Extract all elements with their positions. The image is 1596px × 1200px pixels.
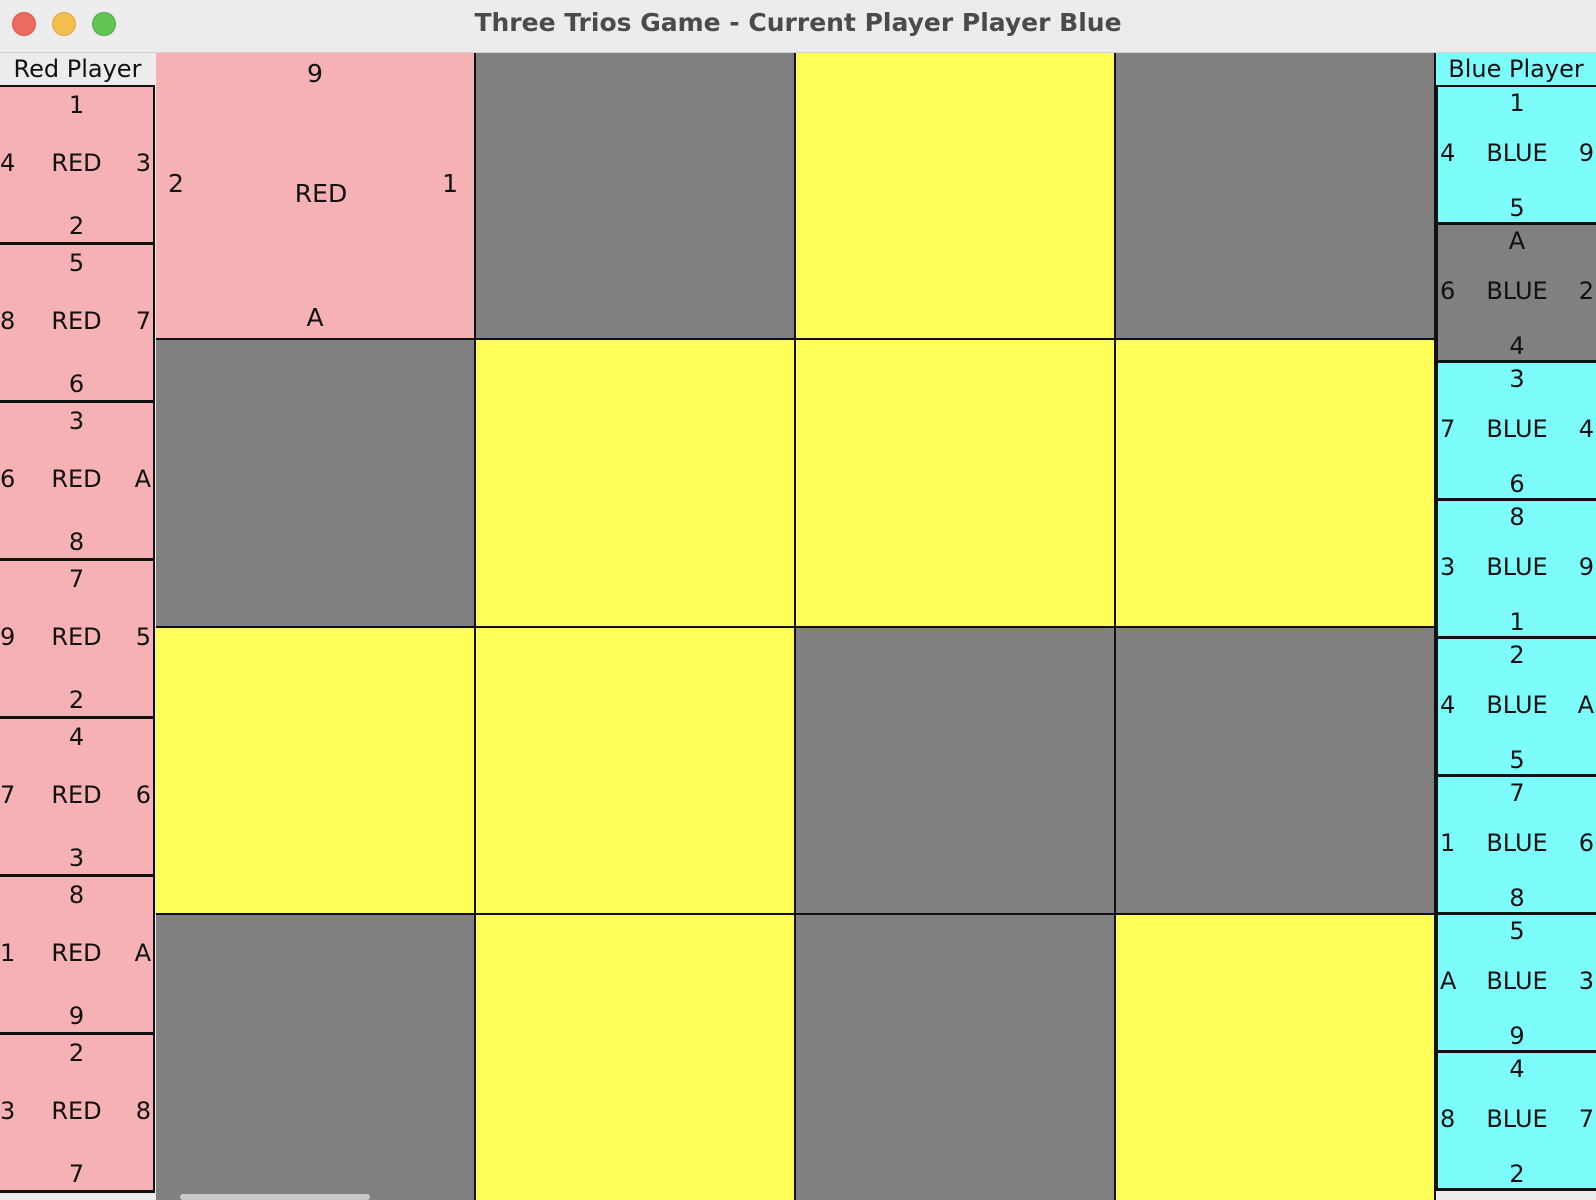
red-hand-card[interactable] [0, 877, 155, 1035]
card-owner-label: BLUE [1486, 415, 1548, 443]
card-west-value: 8 [0, 307, 16, 335]
blue-hand-card[interactable] [1436, 915, 1596, 1053]
blue-hand-card[interactable] [1436, 87, 1596, 225]
card-owner-label: BLUE [1486, 691, 1548, 719]
card-south-value: 2 [68, 686, 85, 714]
card-south-value: 3 [68, 844, 85, 872]
board-cell-red-card[interactable] [156, 53, 474, 338]
card-north-value: 8 [68, 881, 85, 909]
card-east-value: 2 [1578, 277, 1594, 305]
card-owner-label: RED [51, 939, 102, 967]
board-empty-cell[interactable] [1116, 340, 1434, 625]
blue-hand-card-selected[interactable] [1436, 225, 1596, 363]
card-owner-label: RED [51, 781, 102, 809]
board-empty-cell[interactable] [476, 628, 794, 913]
card-west-value: A [1440, 967, 1457, 995]
board-empty-cell[interactable] [476, 340, 794, 625]
card-north-value: 2 [68, 1039, 85, 1067]
card-south-value: 6 [68, 370, 85, 398]
card-west-value: 4 [1440, 691, 1456, 719]
board-empty-cell[interactable] [796, 340, 1114, 625]
blue-hand-card[interactable] [1436, 777, 1596, 915]
card-north-value: 5 [68, 249, 85, 277]
game-board [156, 53, 1436, 1200]
card-owner-label: RED [51, 149, 102, 177]
board-hole-cell [476, 53, 794, 338]
card-owner-label: RED [294, 179, 348, 208]
card-east-value: A [134, 939, 151, 967]
blue-player-hand [1436, 53, 1596, 1200]
card-east-value: A [134, 465, 151, 493]
card-south-value: 2 [1509, 1160, 1525, 1188]
card-south-value: 5 [1509, 194, 1525, 222]
game-area [0, 53, 1596, 1200]
red-hand-card[interactable] [0, 1035, 155, 1193]
card-west-value: 2 [168, 169, 184, 198]
window-title: Three Trios Game - Current Player Player Blue [474, 8, 1122, 37]
card-east-value: 5 [135, 623, 151, 651]
card-east-value: 3 [135, 149, 151, 177]
board-empty-cell[interactable] [796, 53, 1114, 338]
card-north-value: 8 [1509, 503, 1525, 531]
card-west-value: 6 [1440, 277, 1456, 305]
card-south-value: 1 [1509, 608, 1525, 636]
board-hole-cell [1116, 53, 1434, 338]
card-south-value: A [306, 303, 324, 333]
red-hand-card[interactable] [0, 245, 155, 403]
card-north-value: 1 [68, 91, 85, 119]
card-south-value: 8 [68, 528, 85, 556]
card-north-value: 3 [68, 407, 85, 435]
card-west-value: 6 [0, 465, 16, 493]
card-west-value: 1 [0, 939, 16, 967]
card-east-value: 8 [135, 1097, 151, 1125]
card-west-value: 4 [1440, 139, 1456, 167]
card-east-value: 9 [1578, 553, 1594, 581]
card-owner-label: BLUE [1486, 139, 1548, 167]
card-owner-label: RED [51, 465, 102, 493]
card-west-value: 8 [1440, 1105, 1456, 1133]
card-north-value: 3 [1509, 365, 1525, 393]
card-owner-label: BLUE [1486, 277, 1548, 305]
board-hole-cell [796, 915, 1114, 1200]
blue-player-label: Blue Player [1436, 53, 1596, 87]
red-hand-card[interactable] [0, 719, 155, 877]
card-north-value: 4 [1509, 1055, 1525, 1083]
card-south-value: 8 [1509, 884, 1525, 912]
card-north-value: 5 [1509, 917, 1525, 945]
card-west-value: 7 [0, 781, 16, 809]
card-north-value: 7 [1509, 779, 1525, 807]
board-hole-cell [156, 340, 474, 625]
card-south-value: 6 [1509, 470, 1525, 498]
board-hole-cell [156, 915, 474, 1200]
card-east-value: 4 [1578, 415, 1594, 443]
board-hole-cell [796, 628, 1114, 913]
card-east-value: 6 [1578, 829, 1594, 857]
card-east-value: 6 [135, 781, 151, 809]
blue-hand-card[interactable] [1436, 639, 1596, 777]
card-north-value: 4 [68, 723, 85, 751]
card-east-value: 9 [1578, 139, 1594, 167]
card-owner-label: BLUE [1486, 829, 1548, 857]
card-north-value: A [1508, 227, 1526, 255]
card-west-value: 9 [0, 623, 16, 651]
card-east-value: 3 [1578, 967, 1594, 995]
card-south-value: 4 [1509, 332, 1525, 360]
card-owner-label: BLUE [1486, 967, 1548, 995]
board-empty-cell[interactable] [1116, 915, 1434, 1200]
red-player-hand [0, 53, 155, 1200]
card-east-value: A [1577, 691, 1594, 719]
card-owner-label: RED [51, 623, 102, 651]
card-west-value: 3 [1440, 553, 1456, 581]
board-empty-cell[interactable] [156, 628, 474, 913]
horizontal-scrollbar[interactable] [180, 1194, 370, 1200]
card-west-value: 1 [1440, 829, 1456, 857]
card-owner-label: BLUE [1486, 553, 1548, 581]
red-player-label: Red Player [0, 53, 155, 87]
card-west-value: 4 [0, 149, 16, 177]
card-owner-label: RED [51, 307, 102, 335]
card-west-value: 7 [1440, 415, 1456, 443]
card-south-value: 9 [1509, 1022, 1525, 1050]
card-east-value: 7 [135, 307, 151, 335]
red-hand-card[interactable] [0, 561, 155, 719]
blue-hand-card[interactable] [1436, 363, 1596, 501]
blue-hand-card[interactable] [1436, 1053, 1596, 1191]
card-owner-label: RED [51, 1097, 102, 1125]
card-south-value: 2 [68, 212, 85, 240]
card-east-value: 1 [442, 169, 458, 198]
card-south-value: 7 [68, 1160, 85, 1188]
card-north-value: 7 [68, 565, 85, 593]
board-empty-cell[interactable] [476, 915, 794, 1200]
card-north-value: 9 [307, 59, 323, 88]
card-south-value: 5 [1509, 746, 1525, 774]
card-south-value: 9 [68, 1002, 85, 1030]
blue-hand-card[interactable] [1436, 501, 1596, 639]
card-owner-label: BLUE [1486, 1105, 1548, 1133]
board-hole-cell [1116, 628, 1434, 913]
title-bar [0, 0, 1596, 53]
red-hand-card[interactable] [0, 87, 155, 245]
card-north-value: 1 [1509, 89, 1525, 117]
card-north-value: 2 [1509, 641, 1525, 669]
red-hand-card[interactable] [0, 403, 155, 561]
card-west-value: 3 [0, 1097, 16, 1125]
card-east-value: 7 [1578, 1105, 1594, 1133]
